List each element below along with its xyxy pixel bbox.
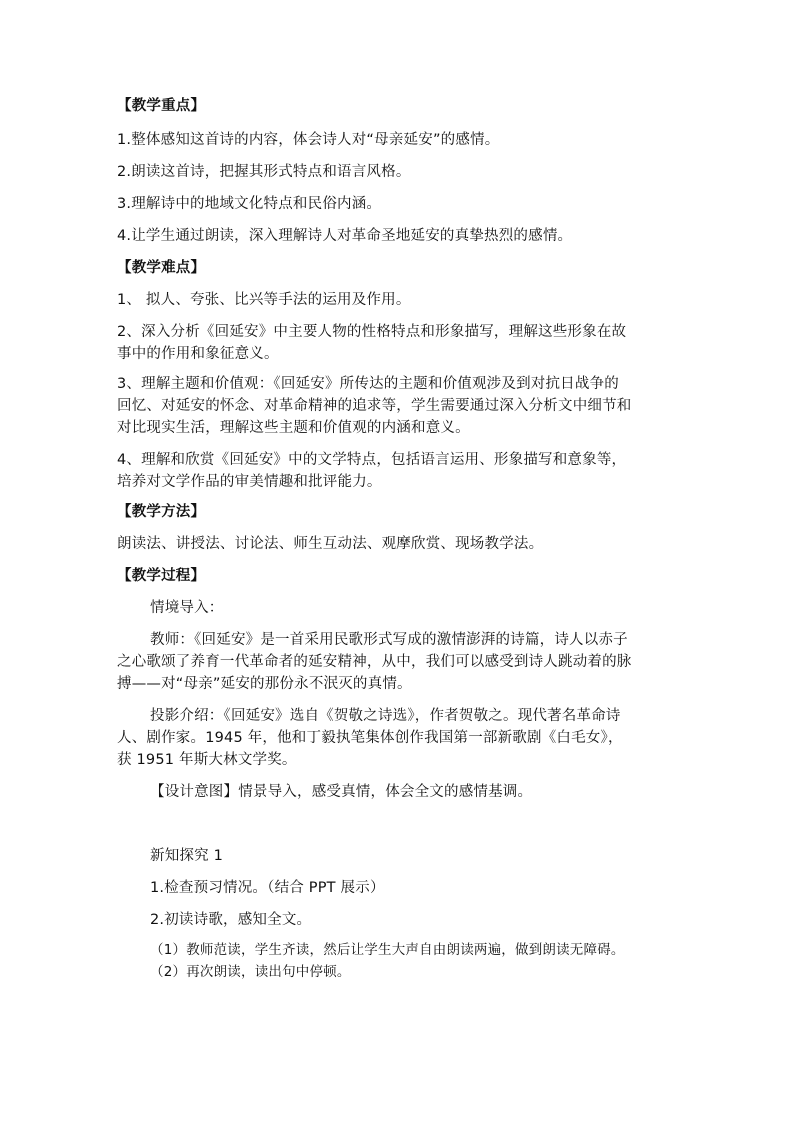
projection-line-3: 获 1951 年斯大林文学奖。: [117, 752, 297, 768]
difficulty-4-line-1: 4、理解和欣赏《回延安》中的文学特点，包括语言运用、形象描写和意象等，: [117, 452, 627, 468]
teacher-line-2: 之心歌颂了养育一代革命者的延安精神，从中，我们可以感受到诗人跳动着的脉: [117, 654, 632, 670]
key-point-1: 1.整体感知这首诗的内容，体会诗人对“母亲延安”的感情。: [117, 132, 500, 148]
difficulty-3-line-1: 3、理解主题和价值观：《回延安》所传达的主题和价值观涉及到对抗日战争的: [117, 376, 619, 392]
step-2: 2.初读诗歌，感知全文。: [150, 912, 312, 928]
sub-step-1: （1）教师范读，学生齐读，然后让学生大声自由朗读两遍，做到朗读无障碍。: [150, 942, 625, 958]
teacher-line-3: 搏——对“母亲”延安的那份永不泯灭的真情。: [117, 676, 412, 692]
difficulty-2-line-2: 事中的作用和象征意义。: [117, 346, 279, 362]
teacher-line-1: 教师：《回延安》是一首采用民歌形式写成的激情澎湃的诗篇，诗人以赤子: [150, 632, 628, 648]
difficulty-3-line-3: 对比现实生活，理解这些主题和价值观的内涵和意义。: [117, 420, 470, 436]
intro-label: 情境导入：: [150, 600, 224, 616]
difficulty-3-line-2: 回忆、对延安的怀念、对革命精神的追求等，学生需要通过深入分析文中细节和: [117, 398, 632, 414]
difficulties-heading: 【教学难点】: [117, 260, 206, 276]
step-1: 1.检查预习情况。（结合 PPT 展示）: [150, 880, 385, 896]
methods-text: 朗读法、讲授法、讨论法、师生互动法、观摩欣赏、现场教学法。: [117, 536, 544, 552]
key-point-3: 3.理解诗中的地域文化特点和民俗内涵。: [117, 196, 382, 212]
projection-line-2: 人、剧作家。1945 年，他和丁毅执笔集体创作我国第一部新歌剧《白毛女》，: [117, 730, 623, 746]
difficulty-1: 1、 拟人、夸张、比兴等手法的运用及作用。: [117, 292, 411, 308]
process-heading: 【教学过程】: [117, 568, 206, 584]
methods-heading: 【教学方法】: [117, 504, 206, 520]
difficulty-2-line-1: 2、深入分析《回延安》中主要人物的性格特点和形象描写，理解这些形象在故: [117, 324, 627, 340]
projection-line-1: 投影介绍：《回延安》选自《贺敬之诗选》，作者贺敬之。现代著名革命诗: [150, 708, 621, 724]
new-knowledge-label: 新知探究 1: [150, 848, 224, 864]
key-point-4: 4.让学生通过朗读，深入理解诗人对革命圣地延安的真挚热烈的感情。: [117, 228, 573, 244]
design-intent: 【设计意图】情景导入，感受真情，体会全文的感情基调。: [150, 784, 533, 800]
difficulty-4-line-2: 培养对文学作品的审美情趣和批评能力。: [117, 474, 382, 490]
sub-step-2: （2）再次朗读，读出句中停顿。: [150, 964, 351, 980]
key-points-heading: 【教学重点】: [117, 98, 206, 114]
key-point-2: 2.朗读这首诗，把握其形式特点和语言风格。: [117, 164, 411, 180]
